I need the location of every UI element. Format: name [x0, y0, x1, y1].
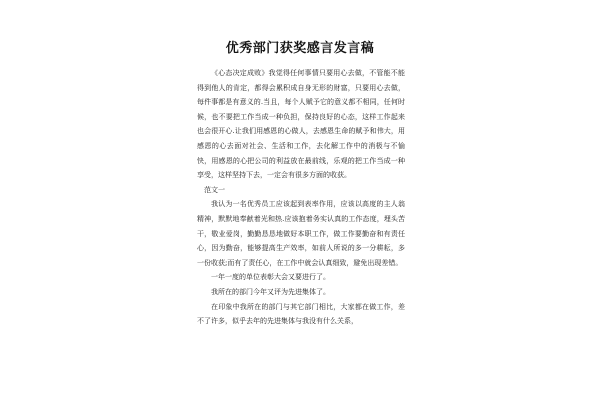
paragraph-mindset: 《心态决定成败》我觉得任何事情只要用心去做，不管能不能得到他人的肯定，都得会累积成自身无形的财富，只要用心去做，每件事都是有意义的.当且，每个人赋予它的意义都不相同，任何时候，也不要把工作当成一种负担，保持良好的心态，这样工作起来也会很开心.让我们用感恩的心做人，去感恩生命的赋予和伟大，用感恩的心去面对社会、生活和工作，去化解工作中的消极与不愉快，用感恩的心把公司的利益放在最前线，乐观的把工作当成一种享受，这样坚持下去，一定会有很多方面的收获。 — [197, 69, 405, 180]
section-label-sample-one: 范文一 — [204, 185, 225, 194]
paragraph-annual-meeting: 一年一度的单位表彰大会又要进行了。 — [211, 273, 330, 282]
paragraph-excellent-employee: 我认为一名优秀员工应该起到表率作用，应该以高度的主人翁精神，默默地奉献着光和热.应该抱着务实认真的工作态度，埋头苦干，敬业爱岗，勤勤恳恳地做好本职工作，做工作要勤奋和有责任心，因为勤奋，能够提高生产效率，如前人所说的多一分耕耘，多一份收获;而有了责任心，在工作中就会认真细致，避免出现差错。 — [197, 200, 405, 267]
paragraph-advanced-collective: 我所在的部门今年又评为先进集体了。 — [211, 287, 330, 296]
document-title: 优秀部门获奖感言发言稿 — [225, 41, 375, 56]
document-body — [197, 66, 405, 329]
paragraph-department-comparison: 在印象中我所在的部门与其它部门相比，大家都在做工作，差不了许多，似乎去年的先进集体与我没有什么关系， — [197, 302, 405, 326]
